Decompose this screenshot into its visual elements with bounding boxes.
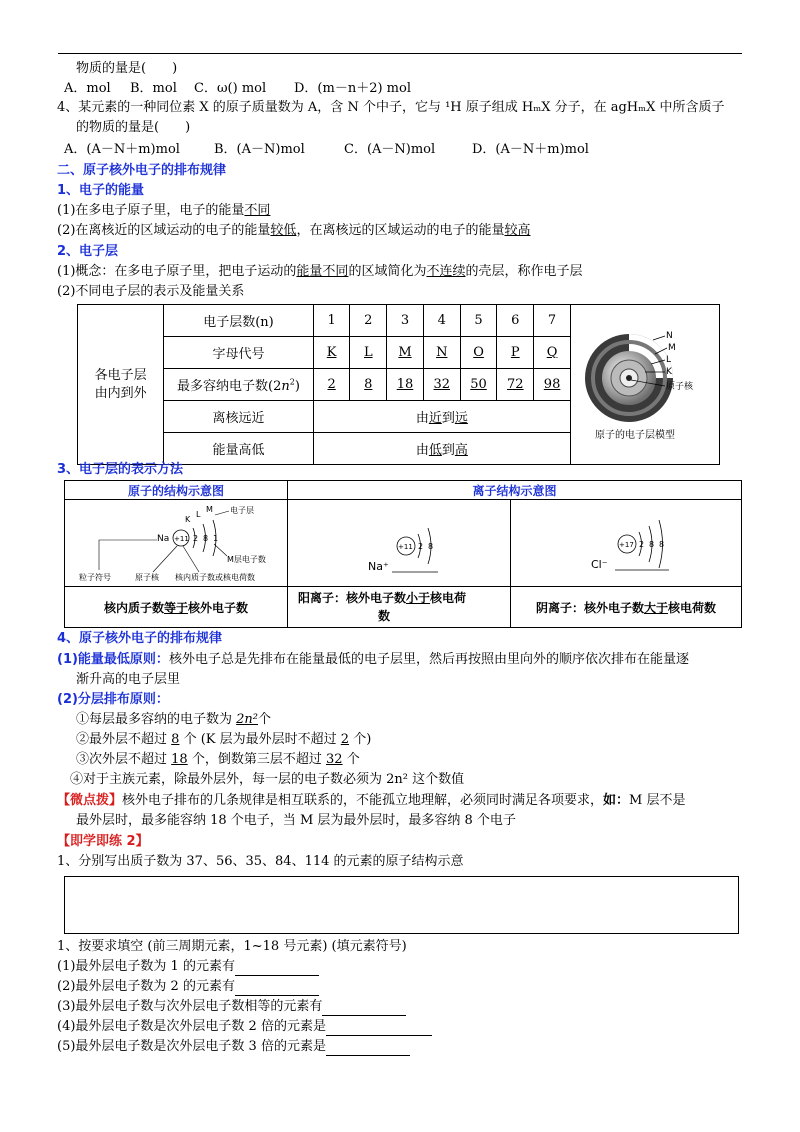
svg-text:8: 8	[203, 534, 209, 543]
cl-ion-diagram	[511, 500, 741, 586]
side-label: 各电子层 由内到外	[78, 305, 164, 465]
q4-stem-1: 4、某元素的一种同位素 X 的原子质量数为 A，含 N 个中子，它与 ¹H 原子组成 HₘX 分子，在 agHₘX 中所含质子	[57, 100, 725, 115]
svg-text:M: M	[206, 505, 213, 514]
cl-ion-cell	[511, 500, 742, 587]
option: D．(m－n＋2) mol	[294, 81, 411, 96]
shell-label: L	[665, 354, 671, 365]
svg-text:Cl⁻: Cl⁻	[591, 558, 608, 571]
fill-item: (2)最外层电子数为 2 的元素有	[57, 978, 319, 996]
shell-label: N	[665, 330, 673, 341]
option: C．ω() mol	[194, 81, 267, 96]
na-ion-diagram	[288, 500, 510, 586]
distance-cell: 由近到远	[313, 401, 570, 433]
cell: 72	[497, 369, 534, 401]
section3-title: 3、电子层的表示方法	[57, 462, 184, 477]
shell-model-cell	[570, 305, 719, 465]
cell: M	[387, 337, 424, 369]
top-rule	[58, 53, 742, 54]
col-header: 原子的结构示意图	[65, 481, 288, 500]
na-ion-cell	[288, 500, 511, 587]
svg-text:M层电子数: M层电子数	[227, 555, 266, 564]
cell: Q	[534, 337, 571, 369]
svg-text:核内质子数或核电荷数: 核内质子数或核电荷数	[175, 573, 255, 582]
svg-text:2: 2	[639, 540, 645, 549]
svg-text:2: 2	[193, 534, 199, 543]
atom-diagram-cell	[65, 500, 288, 587]
svg-text:8: 8	[649, 540, 655, 549]
cation-rule: 阳离子：核外电子数小于核电荷 数	[288, 587, 511, 628]
answer-blank[interactable]	[326, 1041, 410, 1056]
rule-item: ③次外层不超过 18 个，倒数第三层不超过 32 个	[76, 752, 360, 767]
answer-blank[interactable]	[322, 1001, 406, 1016]
shell-label: M	[667, 342, 676, 353]
option: A．mol	[64, 81, 111, 96]
cell: 98	[534, 369, 571, 401]
cell: 7	[534, 305, 571, 337]
answer-blank[interactable]	[326, 1021, 432, 1036]
rule2-label: (2)分层排布原则：	[57, 692, 169, 707]
row-label: 离核远近	[164, 401, 314, 433]
cell: L	[350, 337, 387, 369]
svg-text:8: 8	[659, 540, 665, 549]
practice-q1: 1、分别写出质子数为 37、56、35、84、114 的元素的原子结构示意	[57, 854, 464, 869]
cell: 3	[387, 305, 424, 337]
row-label: 最多容纳电子数$(2n^2)$	[164, 369, 314, 401]
cell: 2	[350, 305, 387, 337]
svg-text:+11: +11	[398, 543, 413, 551]
rule-item: ②最外层不超过 8 个 (K 层为最外层时不超过 2 个)	[76, 732, 372, 747]
svg-text:L: L	[196, 510, 201, 519]
cell: 50	[460, 369, 497, 401]
cell: K	[313, 337, 350, 369]
svg-text:+17: +17	[619, 541, 634, 549]
s2-concept: (1)概念：在多电子原子里，把电子运动的能量不同的区域简化为不连续的壳层，称作电子层	[57, 264, 583, 279]
model-caption: 原子的电子层模型	[594, 429, 675, 441]
option: B．mol	[130, 81, 177, 96]
shell-label: 原子核	[665, 381, 693, 392]
shell-table	[77, 304, 720, 465]
tip: 【微点拨】核外电子排布的几条规律是相互联系的，不能孤立地理解，必须同时满足各项要求，如：M 层不是	[57, 793, 686, 808]
answer-box[interactable]	[64, 876, 739, 934]
representation-table	[64, 480, 742, 628]
q4-stem-2: 的物质的量是( )	[76, 120, 191, 135]
cell: 8	[350, 369, 387, 401]
atom-rule: 核内质子数等于核外电子数	[65, 587, 288, 628]
s1-item-2: (2)在离核近的区域运动的电子的能量较低，在离核远的区域运动的电子的能量较高	[57, 223, 531, 238]
practice-q2: 1、按要求填空 (前三周期元素，1~18 号元素) (填元素符号)	[57, 939, 407, 954]
option: B．(A－N)mol	[214, 142, 305, 157]
tip-cont: 最外层时，最多能容纳 18 个电子，当 M 层为最外层时，最多容纳 8 个电子	[76, 813, 516, 828]
svg-text:原子核: 原子核	[135, 573, 159, 582]
q3-options	[64, 80, 411, 98]
answer-blank[interactable]	[235, 981, 319, 996]
cell: N	[423, 337, 460, 369]
cell: 18	[387, 369, 424, 401]
svg-text:1: 1	[213, 534, 219, 543]
practice-title: 【即学即练 2】	[57, 834, 149, 849]
cell: P	[497, 337, 534, 369]
anion-rule: 阴离子：核外电子数大于核电荷数	[511, 587, 742, 628]
cell: O	[460, 337, 497, 369]
cell: 6	[497, 305, 534, 337]
svg-text:8: 8	[428, 542, 434, 551]
atom-structure-diagram	[65, 500, 287, 586]
q4-options	[64, 141, 589, 159]
s1-item-1: (1)在多电子原子里，电子的能量不同	[57, 203, 271, 218]
option: A．(A－N＋m)mol	[64, 142, 180, 157]
svg-text:+11: +11	[174, 535, 189, 543]
col-header: 离子结构示意图	[288, 481, 742, 500]
rule1: (1)能量最低原则：核外电子总是先排布在能量最低的电子层里，然后再按照由里向外的顺序依次排布在能量逐	[57, 652, 689, 667]
s2-sub: (2)不同电子层的表示及能量关系	[57, 284, 245, 299]
energy-cell: 由低到高	[313, 433, 570, 465]
s2-title: 2、电子层	[57, 244, 119, 259]
fill-item: (4)最外层电子数是次外层电子数 2 倍的元素是	[57, 1018, 432, 1036]
s1-title: 1、电子的能量	[57, 183, 145, 198]
fill-item: (3)最外层电子数与次外层电子数相等的元素有	[57, 998, 406, 1016]
rule-item: ④对于主族元素，除最外层外，每一层的电子数必须为 2n² 这个数值	[70, 772, 465, 787]
section2-title: 二、原子核外电子的排布规律	[57, 163, 227, 178]
rule-item: ①每层最多容纳的电子数为 2n²个	[76, 712, 272, 727]
rule1-cont: 渐升高的电子层里	[76, 672, 181, 687]
row-label: 电子层数(n)	[164, 305, 314, 337]
atom-shell-model	[571, 310, 717, 460]
svg-text:电子层: 电子层	[230, 506, 254, 515]
svg-text:Na: Na	[157, 534, 170, 544]
option: C．(A－N)mol	[344, 142, 436, 157]
shell-label: K	[665, 366, 672, 377]
cell: 32	[423, 369, 460, 401]
cell: 2	[313, 369, 350, 401]
q3-stem: 物质的量是( )	[76, 61, 178, 76]
svg-text:粒子符号: 粒子符号	[79, 573, 111, 582]
row-label: 字母代号	[164, 337, 314, 369]
fill-item: (1)最外层电子数为 1 的元素有	[57, 958, 319, 976]
cell: 4	[423, 305, 460, 337]
row-label: 能量高低	[164, 433, 314, 465]
cell: 5	[460, 305, 497, 337]
section4-title: 4、原子核外电子的排布规律	[57, 631, 223, 646]
fill-item: (5)最外层电子数是次外层电子数 3 倍的元素是	[57, 1038, 410, 1056]
svg-text:2: 2	[418, 542, 424, 551]
answer-blank[interactable]	[235, 961, 319, 976]
svg-text:K: K	[185, 515, 191, 524]
option: D．(A－N＋m)mol	[472, 142, 589, 157]
cell: 1	[313, 305, 350, 337]
svg-text:Na⁺: Na⁺	[368, 560, 389, 573]
